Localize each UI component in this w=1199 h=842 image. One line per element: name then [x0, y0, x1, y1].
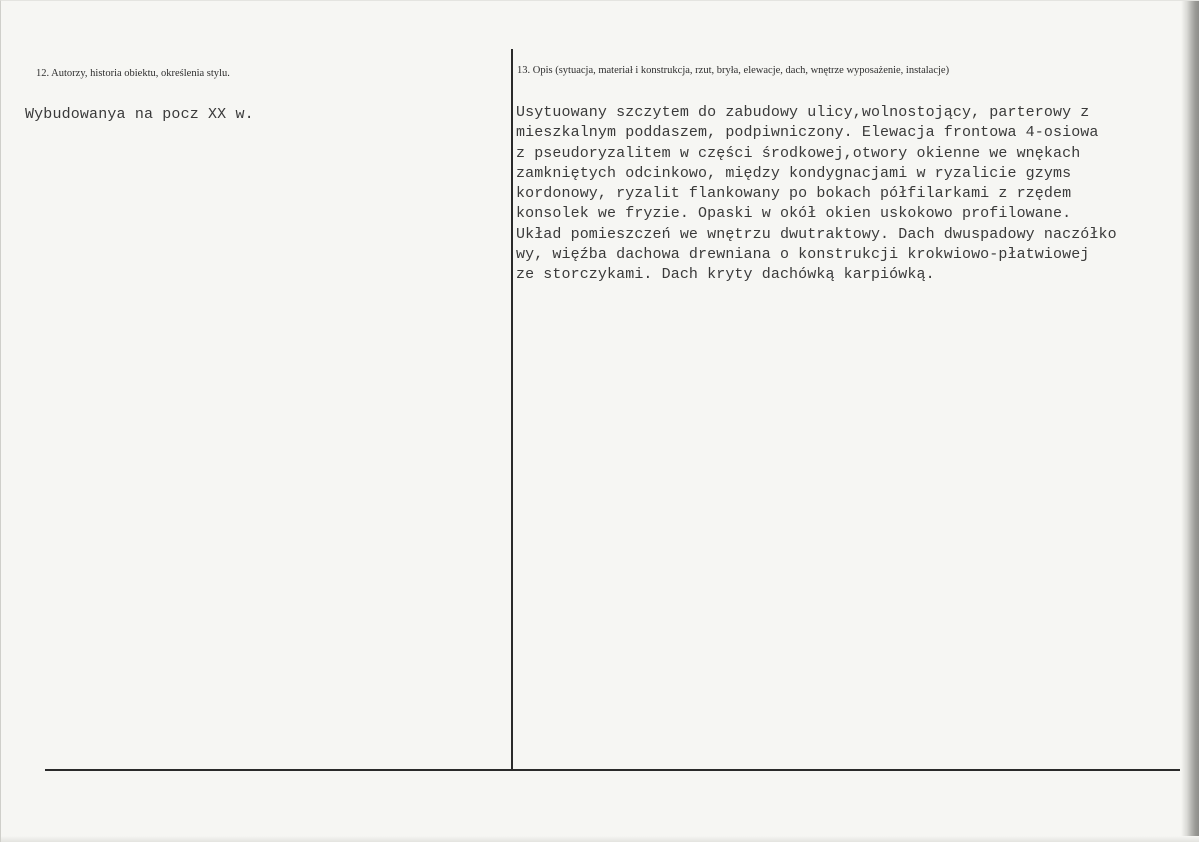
- description-line: Układ pomieszczeń we wnętrzu dwutraktowy. Dach dwuspadowy naczółko: [516, 225, 1117, 243]
- description-line: konsolek we fryzie. Opaski w okół okien uskokowo profilowane.: [516, 205, 1072, 223]
- section-12-text: Wybudowanya na pocz XX w.: [25, 106, 254, 123]
- card-bottom-edge: [1, 836, 1199, 842]
- description-line: z pseudoryzalitem w części środkowej,otwory okienne we wnękach: [516, 144, 1081, 162]
- section-13-label: 13. Opis (sytuacja, materiał i konstrukcja, rzut, bryła, elewacje, dach, wnętrze wyposażenie, instalacje): [517, 65, 950, 76]
- description-line: zamkniętych odcinkowo, między kondygnacjami w ryzalicie gzyms: [516, 164, 1072, 182]
- bottom-rule: [45, 769, 1180, 771]
- card-edge-shadow: [1181, 1, 1199, 842]
- description-line: ze storczykami. Dach kryty dachówką karpiówką.: [516, 266, 935, 284]
- column-divider: [511, 49, 513, 771]
- description-line: mieszkalnym poddaszem, podpiwniczony. Elewacja frontowa 4-osiowa: [516, 124, 1099, 142]
- section-13-description: [516, 103, 1117, 286]
- description-line: kordonowy, ryzalit flankowany po bokach półfilarkami z rzędem: [516, 185, 1072, 203]
- description-line: wy, więźba dachowa drewniana o konstrukcji krokwiowo-płatwiowej: [516, 246, 1090, 264]
- description-line: Usytuowany szczytem do zabudowy ulicy,wolnostojący, parterowy z: [516, 104, 1090, 121]
- section-12-label: 12. Autorzy, historia obiektu, określenia stylu.: [36, 68, 230, 79]
